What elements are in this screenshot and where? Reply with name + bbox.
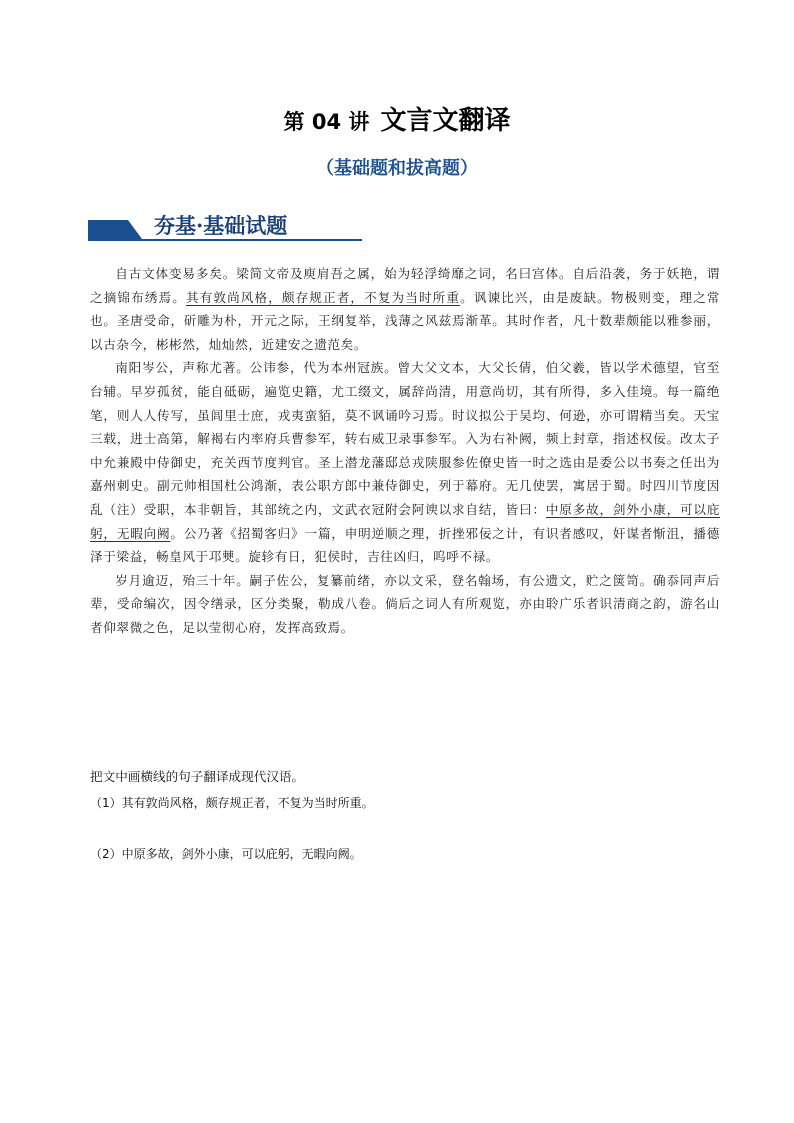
lesson-topic: 文言文翻译 <box>380 106 511 136</box>
paragraph-text: 。讽谏比兴，由是废缺。物极则变，理之常也。圣唐受命，斫雕为朴，开元之际，王纲复举，浅薄之风兹焉渐革。其时作者，凡十数辈颇能以雅参丽，以古杂今，彬彬然，灿灿然，近建安之遗范矣。 <box>90 289 721 352</box>
classical-passage <box>90 262 720 640</box>
paragraph-text: 自古文体变易多矣。梁简文帝及庾肩吾之属，始为轻浮绮靡之词，名曰宫体。自后沿袭，务于妖艳，谓之摘锦布绣焉。 <box>90 266 720 305</box>
task-instruction: 把文中画横线的句子翻译成现代汉语。 <box>90 769 305 784</box>
passage-paragraph-3: 岁月逾迈，殆三十年。嗣子佐公，复纂前绪，亦以文采，登名翰场，有公遗文，贮之箧笥。确忝同声后辈，受命编次，因令缮录，区分类聚，勒成八卷。倘后之词人有所观览，亦由聆广乐者识清商之韵，游名山者仰翠微之色，足以莹彻心府，发挥高致焉。 <box>90 572 720 635</box>
underlined-sentence-2: 中原多故，剑外小康，可以庇躬，无暇向阙 <box>90 501 720 541</box>
passage-paragraph-1 <box>90 262 720 356</box>
question-1: （1）其有敦尚风格，颇存规正者，不复为当时所重。 <box>90 796 374 810</box>
section-heading: 夯基·基础试题 <box>154 213 288 238</box>
paragraph-text: 。公乃著《招蜀客归》一篇，申明逆顺之理，折挫邪佞之计，有识者感叹，奸谋者惭沮，播德泽于梁益，畅皇风于邛僰。旋轸有日，犯侯时，吉往凶归，呜呼不禄。 <box>90 525 720 565</box>
page-subtitle: （基础题和拔高题） <box>316 158 478 179</box>
passage-paragraph-2 <box>90 356 720 568</box>
page-title <box>0 100 794 137</box>
question-2: （2）中原多故，剑外小康，可以庇躬，无暇向阙。 <box>90 847 362 861</box>
lesson-number: 第 04 讲 <box>283 110 370 134</box>
underlined-sentence-1: 其有敦尚风格，颇存规正者，不复为当时所重 <box>185 289 461 305</box>
section-banner <box>88 207 362 241</box>
banner-ribbon-icon <box>88 207 158 241</box>
banner-divider <box>88 239 362 241</box>
paragraph-text: 南阳岑公，声称尤著。公讳参，代为本州冠族。曾大父文本，大父长倩，伯父羲，皆以学术德望，官至台辅。早岁孤贫，能自砥砺，遍览史籍，尤工缀文，属辞尚清，用意尚切，其有所得，多入佳境。每一篇绝笔，则人人传写，虽闾里士庶，戎夷蛮貊，莫不讽诵吟习焉。时议拟公于吴均、何逊，亦可谓精当矣。天宝三载，进士高第，解褐右内率府兵曹参军，转右威卫录事参军。入为右补阙，频上封章，指述权佞。改太子中允兼殿中侍御史，充关西节度判官。圣上潜龙藩邸总戎陕服参佐僚史皆一时之选由是委公以书奏之任出为嘉州刺史。副元帅相国杜公鸿渐，表公职方郎中兼侍御史，列于幕府。无几使罢，寓居于蜀。时四川节度因乱（注）受职，本非朝旨，其部统之内，文武衣冠附会阿谀以求自结，皆曰： <box>90 360 720 517</box>
